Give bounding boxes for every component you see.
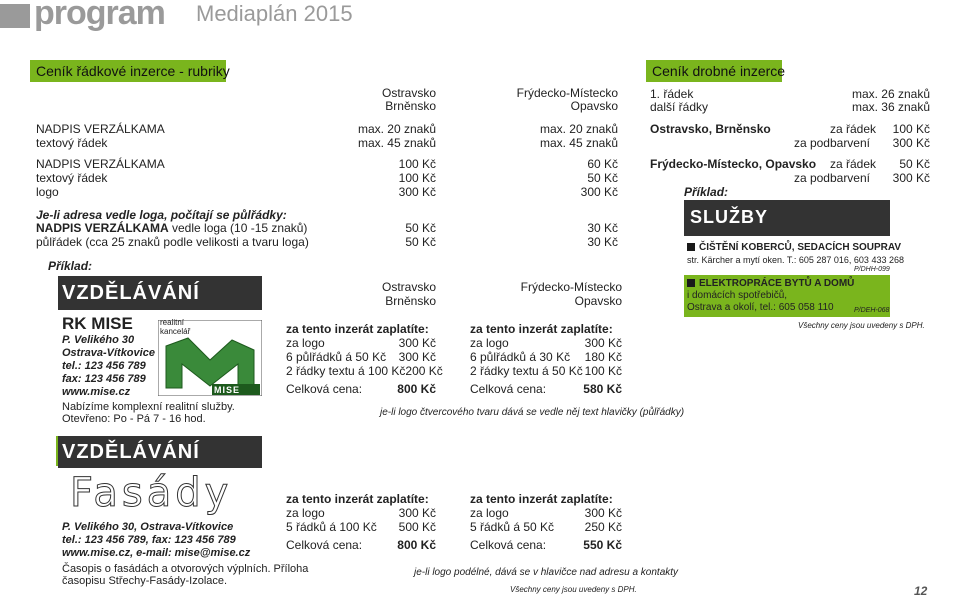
row-v1: 50 Kč bbox=[405, 221, 436, 235]
ex1-total-2: Celková cena: 580 Kč bbox=[470, 382, 622, 396]
row-v1: max. 45 znaků bbox=[357, 136, 436, 150]
ad-sluzby-title: SLUŽBY bbox=[684, 200, 890, 236]
ex2-pay-title-2: za tento inzerát zaplatíte: bbox=[470, 492, 613, 506]
page-number: 12 bbox=[914, 584, 928, 598]
ex2-pay-title-1: za tento inzerát zaplatíte: bbox=[286, 492, 429, 506]
right-footnote: Všechny ceny jsou uvedeny s DPH. bbox=[798, 321, 925, 330]
row-label: další řádky bbox=[650, 100, 709, 114]
logo-brand: MISE bbox=[214, 385, 241, 395]
col-head-frydek: Frýdecko-Místecko Opavsko bbox=[516, 86, 618, 113]
row-label: textový řádek bbox=[36, 171, 108, 185]
row-value: max. 26 znaků bbox=[851, 87, 930, 101]
ad1-code: P/DHH-099 bbox=[854, 266, 890, 273]
ex1-total-1: Celková cena: 800 Kč bbox=[286, 382, 436, 396]
ad-contact: P. Velikého 30 Ostrava-Vítkovice tel.: 123 456 789 fax: 123 456 789 www.mise.cz bbox=[62, 334, 155, 398]
row-label: textový řádek bbox=[36, 136, 108, 150]
row-v1: 300 Kč bbox=[398, 185, 436, 199]
row-v2: 30 Kč bbox=[587, 235, 618, 249]
row-value: max. 36 znaků bbox=[851, 100, 930, 114]
row-label: logo bbox=[36, 185, 59, 199]
header-subtitle: Mediaplán 2015 bbox=[196, 1, 353, 26]
ex2-breakdown-2: za logo 300 Kč 5 řádků á 50 Kč 250 Kč bbox=[470, 506, 622, 534]
logo-note: Je-li adresa vedle loga, počítají se půlřádky: bbox=[36, 208, 287, 222]
price-value: 300 Kč bbox=[892, 171, 930, 185]
region-name: Frýdecko-Místecko, Opavsko bbox=[650, 157, 817, 171]
row-v1: 50 Kč bbox=[405, 235, 436, 249]
ex1-col-head-1: Ostravsko Brněnsko bbox=[381, 280, 436, 308]
price-value: 300 Kč bbox=[892, 136, 930, 150]
row-v2: 30 Kč bbox=[587, 221, 618, 235]
row-v2: 60 Kč bbox=[587, 157, 618, 171]
ad2-line: i domácích spotřebičů, bbox=[687, 290, 788, 301]
price-label: za podbarvení bbox=[793, 136, 870, 150]
ex1-col-head-2: Frýdecko-Místecko Opavsko bbox=[520, 280, 622, 308]
price-label: za řádek bbox=[830, 122, 877, 136]
logo-caption: realitní kancelář bbox=[160, 318, 191, 336]
row-v2: 300 Kč bbox=[580, 185, 618, 199]
row-v2: max. 20 znaků bbox=[539, 122, 618, 136]
square-icon bbox=[687, 243, 695, 251]
section-title-drobne: Ceník drobné inzerce bbox=[646, 60, 782, 82]
ex2-breakdown-1: za logo 300 Kč 5 řádků á 100 Kč 500 Kč bbox=[286, 506, 436, 534]
price-label: za podbarvení bbox=[793, 171, 870, 185]
ad2-line: Ostrava a okolí, tel.: 605 058 110 bbox=[687, 302, 834, 313]
row-label: NADPIS VERZÁLKAMA bbox=[36, 157, 165, 171]
ex2-note: je-li logo podélné, dává se v hlavičce nad adresu a kontakty bbox=[414, 567, 679, 578]
ex2-footnote: Všechny ceny jsou uvedeny s DPH. bbox=[510, 585, 637, 594]
row-v1: 100 Kč bbox=[398, 171, 436, 185]
row-v2: max. 45 znaků bbox=[539, 136, 618, 150]
ad2-code: P/DEH-068 bbox=[854, 307, 890, 314]
ex2-total-2: Celková cena: 550 Kč bbox=[470, 538, 622, 552]
ex1-note: je-li logo čtvercového tvaru dává se vedle něj text hlavičky (půlřádky) bbox=[380, 407, 685, 418]
row-v1: 100 Kč bbox=[398, 157, 436, 171]
header-block bbox=[0, 4, 30, 28]
ad2-head: ELEKTROPRÁCE BYTŮ A DOMŮ bbox=[687, 278, 854, 289]
page-header bbox=[0, 0, 400, 34]
square-icon bbox=[687, 279, 695, 287]
ex1-pay-title-1: za tento inzerát zaplatíte: bbox=[286, 322, 429, 336]
ad2-category-title: VZDĚLÁVÁNÍ bbox=[58, 436, 262, 468]
ex1-pay-title-2: za tento inzerát zaplatíte: bbox=[470, 322, 613, 336]
region-name: Ostravsko, Brněnsko bbox=[650, 122, 771, 136]
price-value: 50 Kč bbox=[899, 157, 930, 171]
ad2-contact: P. Velikého 30, Ostrava-Vítkovice tel.: 123 456 789, fax: 123 456 789 www.mise.cz, e-mail: mise@mise.cz bbox=[62, 521, 251, 559]
row-v1: max. 20 znaků bbox=[357, 122, 436, 136]
ad-category-title: VZDĚLÁVÁNÍ bbox=[58, 276, 262, 310]
row-v2: 50 Kč bbox=[587, 171, 618, 185]
brand-title: program bbox=[34, 0, 165, 32]
ad1-head: ČIŠTĚNÍ KOBERCŮ, SEDACÍCH SOUPRAV bbox=[687, 242, 901, 253]
row-label: NADPIS VERZÁLKAMA vedle loga (10 -15 znaků) bbox=[36, 221, 308, 235]
col-head-ostrava: Ostravsko Brněnsko bbox=[381, 86, 436, 113]
mise-logo bbox=[158, 320, 262, 396]
price-label: za řádek bbox=[830, 157, 877, 171]
example-label: Příklad: bbox=[48, 259, 93, 273]
ex1-breakdown-1: za logo 300 Kč 6 půlřádků á 50 Kč 300 Kč 2 řádky textu á 100 Kč 200 Kč bbox=[286, 336, 443, 378]
row-label: 1. řádek bbox=[650, 87, 694, 101]
ex1-breakdown-2: za logo 300 Kč 6 půlřádků á 30 Kč 180 Kč 2 řádky textu á 50 Kč 100 Kč bbox=[470, 336, 622, 378]
example-label: Příklad: bbox=[684, 185, 729, 199]
ex2-total-1: Celková cena: 800 Kč bbox=[286, 538, 436, 552]
fasady-logo: Fasády bbox=[70, 470, 233, 516]
price-value: 100 Kč bbox=[892, 122, 930, 136]
ad-company-name: RK MISE bbox=[62, 314, 133, 333]
ad1-text: str. Kärcher a mytí oken. T.: 605 287 016, 603 433 268 bbox=[687, 255, 904, 265]
row-label: NADPIS VERZÁLKAMA bbox=[36, 122, 165, 136]
section-title-rubriky: Ceník řádkové inzerce - rubriky bbox=[30, 60, 226, 82]
ad-description: Nabízíme komplexní realitní služby. Otevřeno: Po - Pá 7 - 16 hod. bbox=[62, 401, 235, 425]
ad2-description: Časopis o fasádách a otvorových výplních. Příloha časopisu Střechy-Fasády-Izolace. bbox=[62, 563, 309, 587]
row-label: půlřádek (cca 25 znaků podle velikosti a tvaru loga) bbox=[36, 235, 309, 249]
